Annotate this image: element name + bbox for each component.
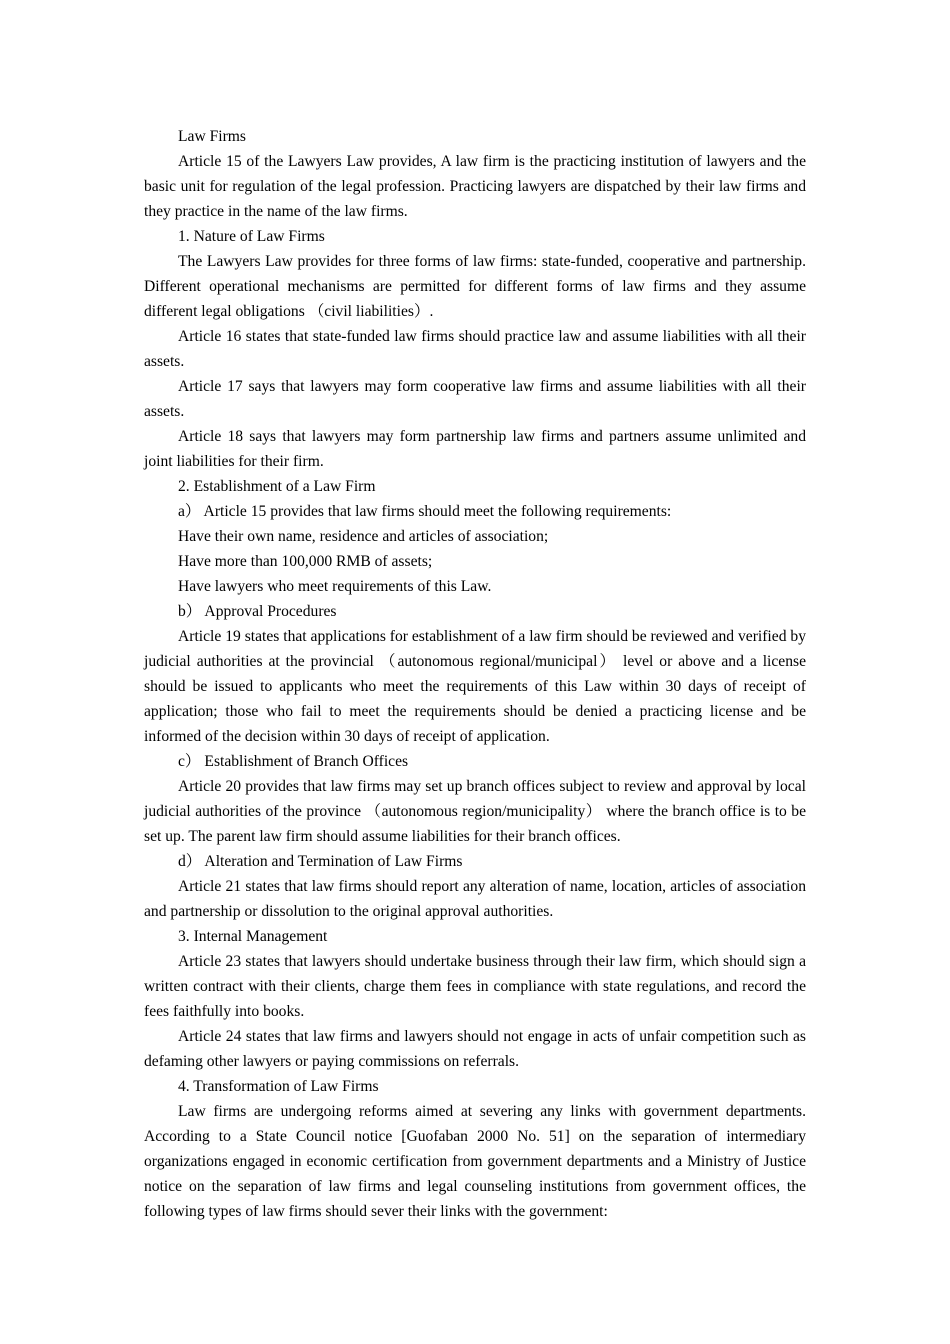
paragraph-article-21: Article 21 states that law firms should report any alteration of name, location, articles of association and partnership or dissolution to the original approval authorities.: [144, 878, 806, 920]
paragraph-reforms: Law firms are undergoing reforms aimed at severing any links with government departments. According to a State Council notice [Guofaban 2000 No. 51] on the separation of intermediary organizations engaged in economic certification from government departments and a Ministry of Justice notice on the separation of law firms and legal counseling institutions from government offices, the following types of law firms should sever their links with the government:: [144, 1103, 806, 1220]
paragraph-article-23: Article 23 states that lawyers should undertake business through their law firm, which should sign a written contract with their clients, charge them fees in compliance with state regulations, and record the fees faithfully into books.: [144, 953, 806, 1020]
document-body: [144, 124, 806, 1224]
list-item-c-branch-offices: c） Establishment of Branch Offices: [178, 753, 409, 770]
section-heading-law-firms: Law Firms: [178, 128, 247, 145]
paragraph-three-forms: The Lawyers Law provides for three forms of law firms: state-funded, cooperative and partnership. Different operational mechanisms are permitted for different forms of law firms and they assume different legal obligations （civil liabilities）.: [144, 253, 806, 320]
paragraph-article-18: Article 18 says that lawyers may form partnership law firms and partners assume unlimited and joint liabilities for their firm.: [144, 428, 806, 470]
paragraph-article-20: Article 20 provides that law firms may set up branch offices subject to review and approval by local judicial authorities of the province （autonomous region/municipality） where the branch office is to be set up. The parent law firm should assume liabilities for their branch offices.: [144, 778, 806, 845]
list-item-a-requirements: a） Article 15 provides that law firms should meet the following requirements:: [178, 503, 672, 520]
paragraph-article-16: Article 16 states that state-funded law firms should practice law and assume liabilities with all their assets.: [144, 328, 806, 370]
heading-establishment: 2. Establishment of a Law Firm: [178, 478, 376, 495]
list-item-d-alteration: d） Alteration and Termination of Law Firms: [178, 853, 463, 870]
requirement-assets: Have more than 100,000 RMB of assets;: [178, 553, 433, 570]
paragraph-article-15: Article 15 of the Lawyers Law provides, A law firm is the practicing institution of lawyers and the basic unit for regulation of the legal profession. Practicing lawyers are dispatched by their law firms and they practice in the name of the law firms.: [144, 153, 806, 220]
list-item-b-approval: b） Approval Procedures: [178, 603, 337, 620]
paragraph-article-19: Article 19 states that applications for establishment of a law firm should be reviewed and verified by judicial authorities at the provincial （autonomous regional/municipal） level or above and a license should be issued to applicants who meet the requirements of this Law within 30 days of receipt of application; those who fail to meet the requirements should be denied a practicing license and be informed of the decision within 30 days of receipt of application.: [144, 628, 806, 745]
paragraph-article-24: Article 24 states that law firms and lawyers should not engage in acts of unfair competition such as defaming other lawyers or paying commissions on referrals.: [144, 1028, 806, 1070]
heading-internal-management: 3. Internal Management: [178, 928, 328, 945]
paragraph-article-17: Article 17 says that lawyers may form cooperative law firms and assume liabilities with all their assets.: [144, 378, 806, 420]
requirement-lawyers: Have lawyers who meet requirements of this Law.: [178, 578, 492, 595]
heading-nature-of-law-firms: 1. Nature of Law Firms: [178, 228, 325, 245]
heading-transformation: 4. Transformation of Law Firms: [178, 1078, 379, 1095]
requirement-name-residence: Have their own name, residence and articles of association;: [178, 528, 549, 545]
